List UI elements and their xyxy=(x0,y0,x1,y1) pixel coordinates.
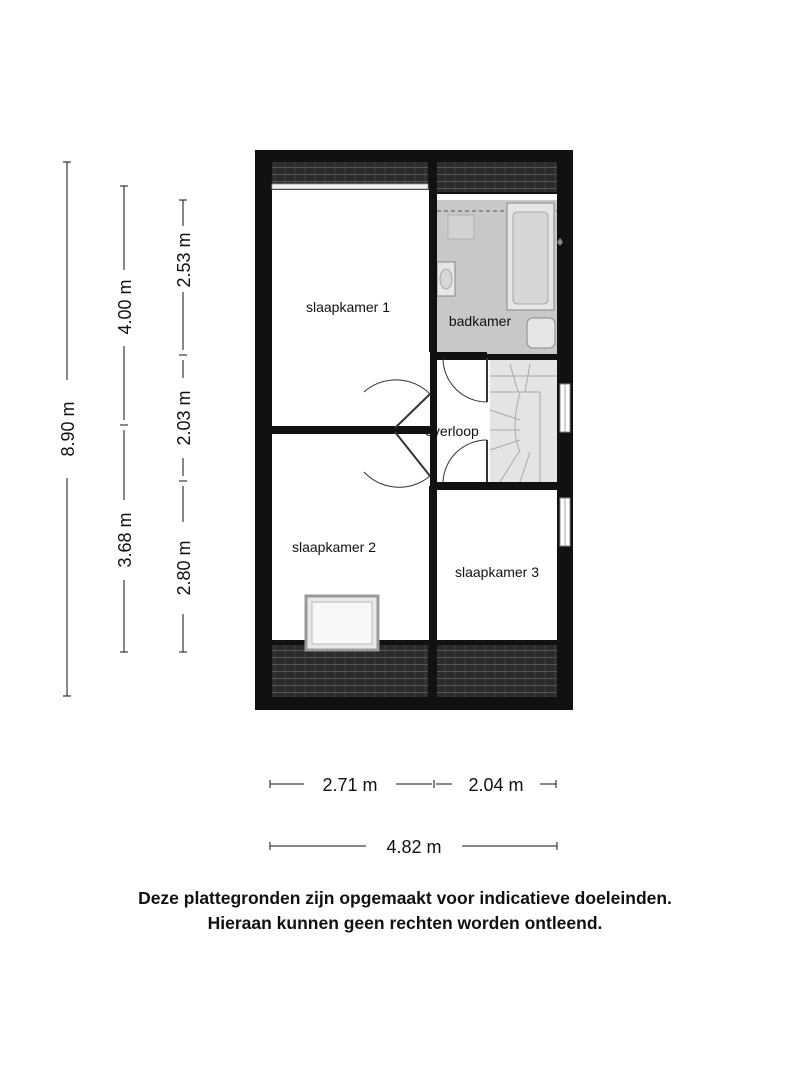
dim-label-left-lower: 3.68 m xyxy=(115,512,135,568)
room-label-bathroom: badkamer xyxy=(448,313,512,329)
dimension-left-column xyxy=(120,186,128,652)
staircase xyxy=(490,360,557,482)
disclaimer-line1: Deze plattegronden zijn opgemaakt voor indicatieve doeleinden. xyxy=(138,888,672,908)
roof-window-top xyxy=(272,184,428,189)
skylight xyxy=(306,596,378,650)
dim-label-total-height: 8.90 m xyxy=(58,401,78,457)
toilet xyxy=(527,318,555,348)
dim-label-right-lower: 2.80 m xyxy=(174,540,194,596)
dim-label-right-upper: 2.53 m xyxy=(174,232,194,288)
bathroom-area xyxy=(437,200,563,354)
dim-label-total-width: 4.82 m xyxy=(386,837,442,857)
dim-label-width-right: 2.04 m xyxy=(468,775,524,795)
dim-label-right-middle: 2.03 m xyxy=(174,390,194,446)
room-label-landing: overloop xyxy=(425,423,479,439)
disclaimer-line2: Hieraan kunnen geen rechten worden ontleend. xyxy=(207,913,603,933)
room-label-bedroom2: slaapkamer 2 xyxy=(291,539,377,555)
dim-label-left-upper: 4.00 m xyxy=(115,279,135,335)
room-label-bedroom3: slaapkamer 3 xyxy=(454,564,540,580)
room-label-bedroom1: slaapkamer 1 xyxy=(305,299,391,315)
dim-label-width-left: 2.71 m xyxy=(322,775,378,795)
